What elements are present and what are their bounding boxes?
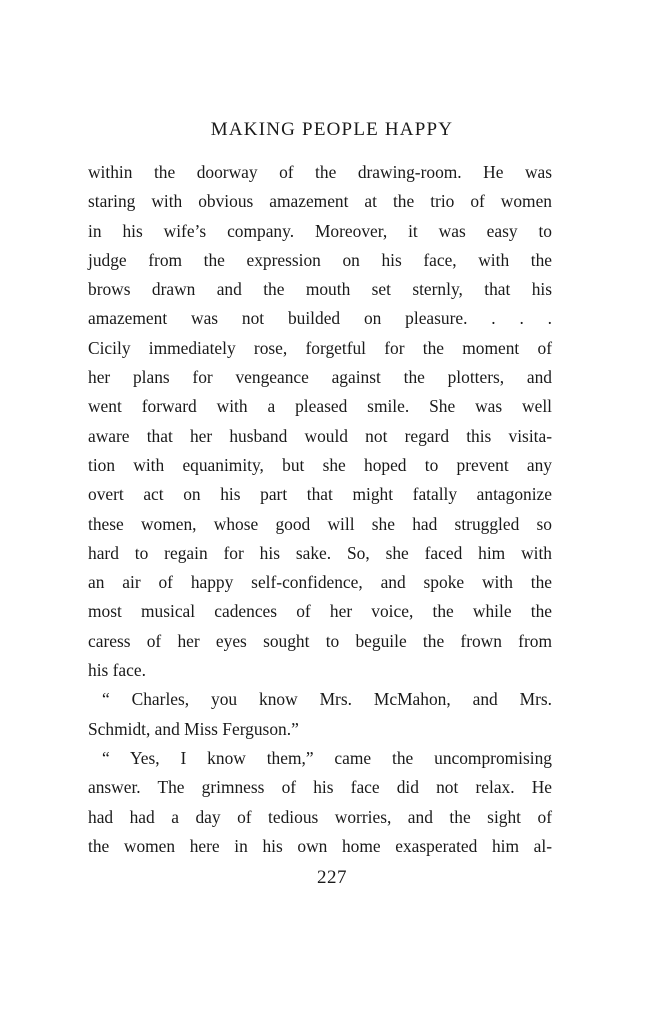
text-line: answer. The grimness of his face did not relax. He — [88, 777, 552, 798]
text-line: Cicily immediately rose, forgetful for the moment of — [88, 337, 552, 358]
text-line: hard to regain for his sake. So, she faced him with — [88, 542, 552, 563]
page-number: 227 — [317, 867, 347, 888]
text-line: overt act on his part that might fatally antagonize — [88, 484, 552, 505]
text-line: “ Yes, I know them,” came the uncompromising — [102, 747, 552, 768]
text-line: Schmidt, and Miss Ferguson.” — [88, 718, 299, 739]
text-line: aware that her husband would not regard this visita- — [88, 425, 552, 446]
text-line: “ Charles, you know Mrs. McMahon, and Mrs. — [102, 689, 552, 710]
text-line: his face. — [88, 660, 146, 681]
text-line: caress of her eyes sought to beguile the frown from — [88, 630, 552, 651]
text-line: an air of happy self-confidence, and spoke with the — [88, 572, 552, 593]
text-line: in his wife’s company. Moreover, it was easy to — [88, 220, 552, 241]
body-text — [88, 158, 552, 861]
text-line: within the doorway of the drawing-room. He was — [88, 162, 552, 182]
text-line: staring with obvious amazement at the trio of women — [88, 191, 552, 212]
text-line: most musical cadences of her voice, the while the — [88, 601, 552, 622]
text-line: judge from the expression on his face, with the — [88, 249, 552, 270]
running-head: MAKING PEOPLE HAPPY — [210, 119, 454, 140]
text-line: had had a day of tedious worries, and the sight of — [88, 806, 552, 827]
text-line: brows drawn and the mouth set sternly, that his — [88, 279, 552, 300]
text-line: her plans for vengeance against the plotters, and — [88, 367, 552, 388]
text-line: these women, whose good will she had struggled so — [88, 513, 552, 534]
text-line: amazement was not builded on pleasure. . . . — [88, 308, 552, 329]
text-line: the women here in his own home exasperated him al- — [88, 835, 552, 856]
text-line: tion with equanimity, but she hoped to prevent any — [88, 454, 552, 475]
text-line: went forward with a pleased smile. She was well — [88, 396, 552, 417]
